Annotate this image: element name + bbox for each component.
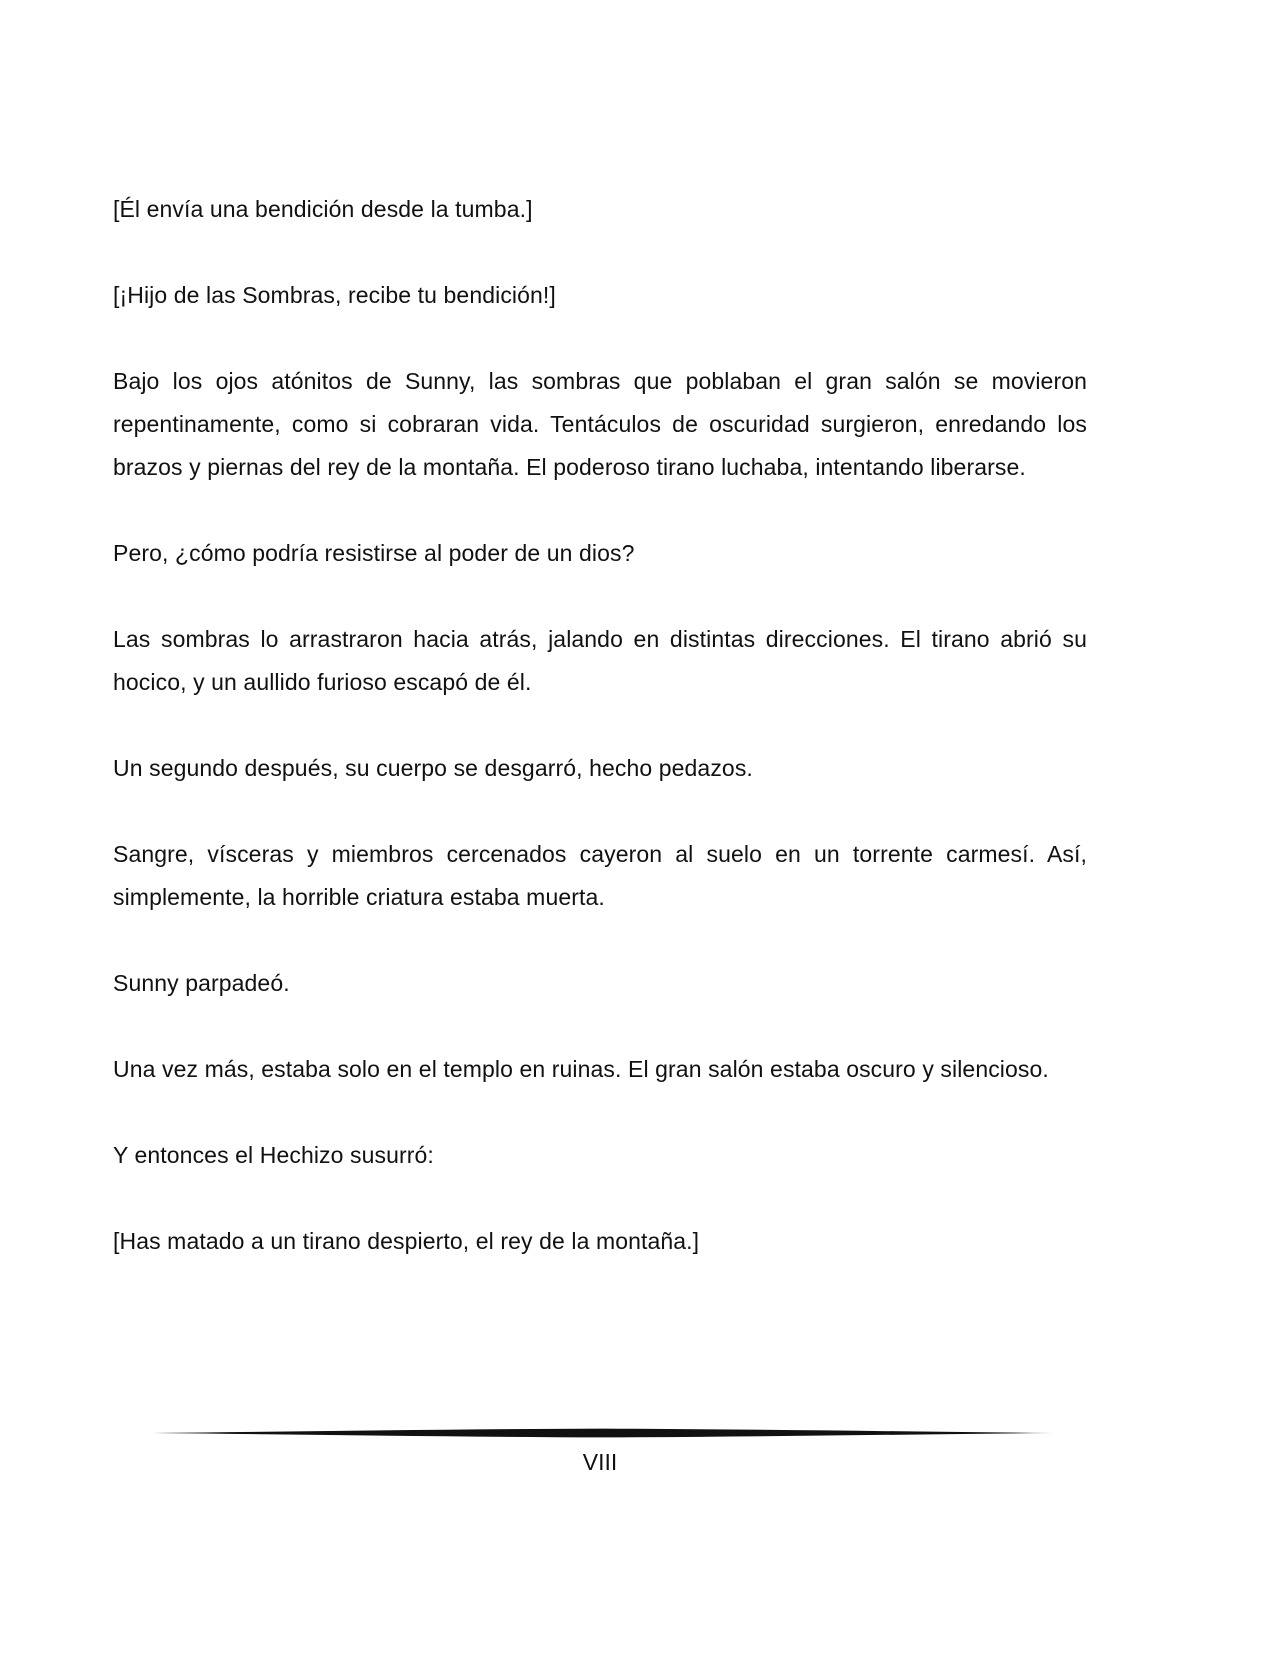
- body-text: [113, 188, 1087, 1263]
- paragraph-blood-torrent: Sangre, vísceras y miembros cercenados cayeron al suelo en un torrente carmesí. Así, simplemente, la horrible criatura estaba muerta.: [113, 841, 1087, 910]
- paragraph-power-of-god: Pero, ¿cómo podría resistirse al poder de un dios?: [113, 540, 635, 566]
- paragraph-tyrant-slain: [Has matado a un tirano despierto, el rey de la montaña.]: [113, 1228, 700, 1254]
- paragraph-blessing-from-tomb: [Él envía una bendición desde la tumba.]: [113, 196, 533, 222]
- paragraph-shadows-move: Bajo los ojos atónitos de Sunny, las sombras que poblaban el gran salón se movieron repentinamente, como si cobraran vida. Tentáculos de oscuridad surgieron, enredando los brazos y piernas del rey de la montaña. El poderoso tirano luchaba, intentando liberarse.: [113, 368, 1087, 480]
- paragraph-body-torn: Un segundo después, su cuerpo se desgarró, hecho pedazos.: [113, 755, 753, 781]
- page-number: VIII: [582, 1449, 618, 1475]
- paragraph-alone-in-temple: Una vez más, estaba solo en el templo en ruinas. El gran salón estaba oscuro y silencioso.: [113, 1056, 1049, 1082]
- paragraph-sunny-blinks: Sunny parpadeó.: [113, 970, 290, 996]
- paragraph-shadows-drag: Las sombras lo arrastraron hacia atrás, jalando en distintas direcciones. El tirano abrió su hocico, y un aullido furioso escapó de él.: [113, 626, 1087, 695]
- footer-divider: [152, 1426, 1052, 1440]
- paragraph-son-of-shadows: [¡Hijo de las Sombras, recibe tu bendición!]: [113, 282, 556, 308]
- paragraph-spell-whispers: Y entonces el Hechizo susurró:: [113, 1142, 434, 1168]
